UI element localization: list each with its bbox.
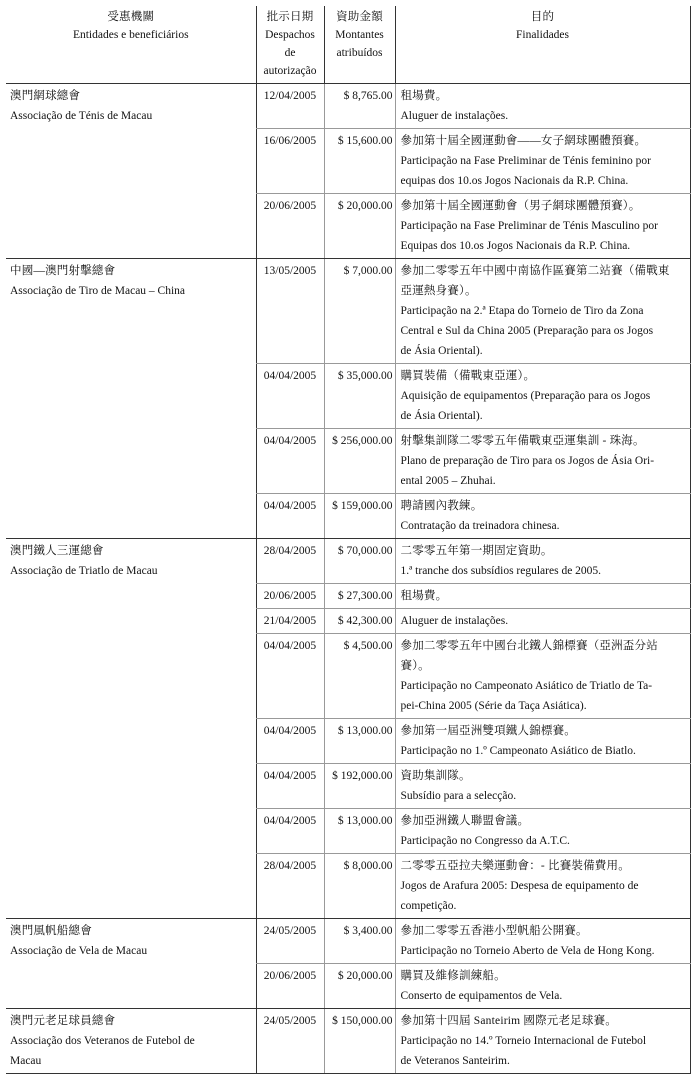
authorization-date: 24/05/2005 xyxy=(256,1009,324,1074)
amount: $ 4,500.00 xyxy=(324,634,395,719)
purpose-pt: Aluguer de instalações. xyxy=(400,110,509,122)
purpose-cell xyxy=(395,194,690,259)
authorization-date: 04/04/2005 xyxy=(256,364,324,429)
purpose-zh: 租場費。 xyxy=(400,90,448,102)
purpose-zh: 射擊集訓隊二零零五年備戰東亞運集訓 - 珠海。 xyxy=(400,435,645,447)
purpose-zh: 參加二零零五年中國台北鐵人錦標賽（亞洲盃分站賽）。 xyxy=(400,640,658,672)
authorization-date: 21/04/2005 xyxy=(256,609,324,634)
purpose-pt: Equipas dos 10.os Jogos Nacionais da R.P. China. xyxy=(400,240,631,252)
amount: $ 8,000.00 xyxy=(324,854,395,919)
amount: $ 42,300.00 xyxy=(324,609,395,634)
header-montantes-zh: 資助金額 xyxy=(336,11,383,23)
amount: $ 27,300.00 xyxy=(324,584,395,609)
amount: $ 15,600.00 xyxy=(324,129,395,194)
entity-name-zh: 澳門網球總會 xyxy=(10,90,81,102)
purpose-pt: Participação no Torneio Aberto de Vela de Hong Kong. xyxy=(400,945,655,957)
table-row xyxy=(6,1009,690,1074)
authorization-date: 16/06/2005 xyxy=(256,129,324,194)
header-entidades-pt: Entidades e beneficiários xyxy=(72,29,189,41)
purpose-cell xyxy=(395,1009,690,1074)
entity-cell xyxy=(6,539,256,919)
purpose-pt: equipas dos 10.os Jogos Nacionais da R.P. China. xyxy=(400,175,629,187)
purpose-zh: 參加第十屆全國運動會（男子網球團體預賽）。 xyxy=(400,200,641,212)
header-finalidades-pt: Finalidades xyxy=(515,29,570,41)
purpose-cell xyxy=(395,919,690,964)
table-row xyxy=(6,919,690,964)
purpose-pt: Central e Sul da China 2005 (Preparação para os Jogos xyxy=(400,325,654,337)
amount: $ 35,000.00 xyxy=(324,364,395,429)
purpose-pt: 1.ª tranche dos subsídios regulares de 2005. xyxy=(400,565,602,577)
purpose-zh: 參加第十四屆 Santeirim 國際元老足球賽。 xyxy=(400,1015,617,1027)
entity-cell xyxy=(6,259,256,539)
authorization-date: 28/04/2005 xyxy=(256,539,324,584)
entity-name-pt: Associação dos Veteranos de Futebol de xyxy=(10,1035,195,1047)
entity-cell xyxy=(6,919,256,1009)
purpose-cell xyxy=(395,429,690,494)
purpose-pt: Subsídio para a selecção. xyxy=(400,790,517,802)
entity-name-pt: Associação de Tiro de Macau – China xyxy=(10,285,186,297)
header-despachos-zh: 批示日期 xyxy=(266,11,314,23)
entity-name-pt: Macau xyxy=(10,1055,42,1067)
purpose-pt: ental 2005 – Zhuhai. xyxy=(400,475,496,487)
purpose-zh: 二零零五亞拉夫樂運動會：- 比賽裝備費用。 xyxy=(400,860,630,872)
purpose-cell xyxy=(395,809,690,854)
table-row xyxy=(6,84,690,129)
purpose-cell xyxy=(395,719,690,764)
authorization-date: 24/05/2005 xyxy=(256,919,324,964)
purpose-pt: Participação no Campeonato Asiático de Triatlo de Ta- xyxy=(400,680,653,692)
amount: $ 7,000.00 xyxy=(324,259,395,364)
purpose-pt: Participação no 14.º Torneio Internacional de Futebol xyxy=(400,1035,647,1047)
authorization-date: 04/04/2005 xyxy=(256,764,324,809)
entity-name-zh: 中國—澳門射擊總會 xyxy=(10,265,116,277)
amount: $ 192,000.00 xyxy=(324,764,395,809)
purpose-pt: competição. xyxy=(400,900,457,912)
purpose-cell xyxy=(395,854,690,919)
amount: $ 20,000.00 xyxy=(324,964,395,1009)
authorization-date: 20/06/2005 xyxy=(256,964,324,1009)
entity-name-pt: Associação de Triatlo de Macau xyxy=(10,565,158,577)
purpose-cell xyxy=(395,129,690,194)
purpose-zh: 參加第十屆全國運動會——女子網球團體預賽。 xyxy=(400,135,647,147)
amount: $ 13,000.00 xyxy=(324,809,395,854)
header-entidades-zh: 受惠機關 xyxy=(107,11,155,23)
purpose-zh: 參加亞洲鐵人聯盟會議。 xyxy=(400,815,530,827)
purpose-cell xyxy=(395,364,690,429)
purpose-cell xyxy=(395,539,690,584)
purpose-pt: Jogos de Arafura 2005: Despesa de equipamento de xyxy=(400,880,639,892)
purpose-pt: Participação no 1.º Campeonato Asiático de Biatlo. xyxy=(400,745,636,757)
subsidy-document xyxy=(6,6,690,1074)
amount: $ 13,000.00 xyxy=(324,719,395,764)
entity-name-zh: 澳門元老足球員總會 xyxy=(10,1015,116,1027)
purpose-cell xyxy=(395,964,690,1009)
purpose-cell xyxy=(395,584,690,609)
purpose-zh: 參加二零零五香港小型帆船公開賽。 xyxy=(400,925,588,937)
purpose-pt: de Ásia Oriental). xyxy=(400,410,483,422)
purpose-pt: Aluguer de instalações. xyxy=(400,615,509,627)
entity-name-pt: Associação de Vela de Macau xyxy=(10,945,148,957)
entity-name-zh: 澳門風帆船總會 xyxy=(10,925,92,937)
purpose-pt: pei-China 2005 (Série da Taça Asiática). xyxy=(400,700,587,712)
purpose-pt: Participação na Fase Preliminar de Ténis feminino por xyxy=(400,155,651,167)
purpose-pt: Aquisição de equipamentos (Preparação para os Jogos xyxy=(400,390,651,402)
purpose-pt: Conserto de equipamentos de Vela. xyxy=(400,990,563,1002)
header-montantes-pt2: atribuídos xyxy=(336,47,383,59)
purpose-cell xyxy=(395,634,690,719)
entity-cell xyxy=(6,1009,256,1074)
table-row xyxy=(6,539,690,584)
entity-cell xyxy=(6,84,256,259)
purpose-pt: Participação na Fase Preliminar de Ténis Masculino por xyxy=(400,220,659,232)
header-finalidades xyxy=(395,6,690,84)
purpose-pt: Contratação da treinadora chinesa. xyxy=(400,520,560,532)
authorization-date: 04/04/2005 xyxy=(256,634,324,719)
header-entidades xyxy=(6,6,256,84)
authorization-date: 13/05/2005 xyxy=(256,259,324,364)
amount: $ 8,765.00 xyxy=(324,84,395,129)
amount: $ 256,000.00 xyxy=(324,429,395,494)
amount: $ 150,000.00 xyxy=(324,1009,395,1074)
purpose-pt: Plano de preparação de Tiro para os Jogos de Ásia Ori- xyxy=(400,455,655,467)
authorization-date: 20/06/2005 xyxy=(256,584,324,609)
table-header-row xyxy=(6,6,690,84)
purpose-cell xyxy=(395,259,690,364)
purpose-zh: 二零零五年第一期固定資助。 xyxy=(400,545,553,557)
header-finalidades-zh: 目的 xyxy=(530,11,555,23)
purpose-zh: 資助集訓隊。 xyxy=(400,770,471,782)
subsidy-table xyxy=(6,6,691,1074)
purpose-zh: 亞運熱身賽）。 xyxy=(400,285,477,297)
amount: $ 20,000.00 xyxy=(324,194,395,259)
purpose-zh: 購買裝備（備戰東亞運）。 xyxy=(400,370,536,382)
purpose-cell xyxy=(395,764,690,809)
header-despachos-pt1: Despachos de xyxy=(265,29,315,59)
purpose-pt: Participação no Congresso da A.T.C. xyxy=(400,835,570,847)
purpose-cell xyxy=(395,84,690,129)
purpose-zh: 租場費。 xyxy=(400,590,448,602)
amount: $ 159,000.00 xyxy=(324,494,395,539)
table-row xyxy=(6,259,690,364)
header-montantes xyxy=(324,6,395,84)
authorization-date: 28/04/2005 xyxy=(256,854,324,919)
purpose-cell xyxy=(395,494,690,539)
entity-name-pt: Associação de Ténis de Macau xyxy=(10,110,153,122)
table-body xyxy=(6,84,690,1074)
purpose-pt: de Ásia Oriental). xyxy=(400,345,483,357)
authorization-date: 20/06/2005 xyxy=(256,194,324,259)
purpose-zh: 參加第一屆亞洲雙項鐵人錦標賽。 xyxy=(400,725,576,737)
purpose-cell xyxy=(395,609,690,634)
purpose-zh: 購買及維修訓練船。 xyxy=(400,970,506,982)
purpose-pt: de Veteranos Santeirim. xyxy=(400,1055,510,1067)
header-despachos xyxy=(256,6,324,84)
entity-name-zh: 澳門鐵人三運總會 xyxy=(10,545,104,557)
purpose-zh: 參加二零零五年中國中南協作區賽第二站賽（備戰東 xyxy=(400,265,670,277)
header-montantes-pt1: Montantes xyxy=(335,29,384,41)
amount: $ 70,000.00 xyxy=(324,539,395,584)
purpose-zh: 聘請國內教練。 xyxy=(400,500,483,512)
amount: $ 3,400.00 xyxy=(324,919,395,964)
authorization-date: 04/04/2005 xyxy=(256,809,324,854)
header-despachos-pt2: autorização xyxy=(263,65,317,77)
authorization-date: 12/04/2005 xyxy=(256,84,324,129)
authorization-date: 04/04/2005 xyxy=(256,494,324,539)
authorization-date: 04/04/2005 xyxy=(256,429,324,494)
purpose-pt: Participação na 2.ª Etapa do Torneio de Tiro da Zona xyxy=(400,305,644,317)
authorization-date: 04/04/2005 xyxy=(256,719,324,764)
